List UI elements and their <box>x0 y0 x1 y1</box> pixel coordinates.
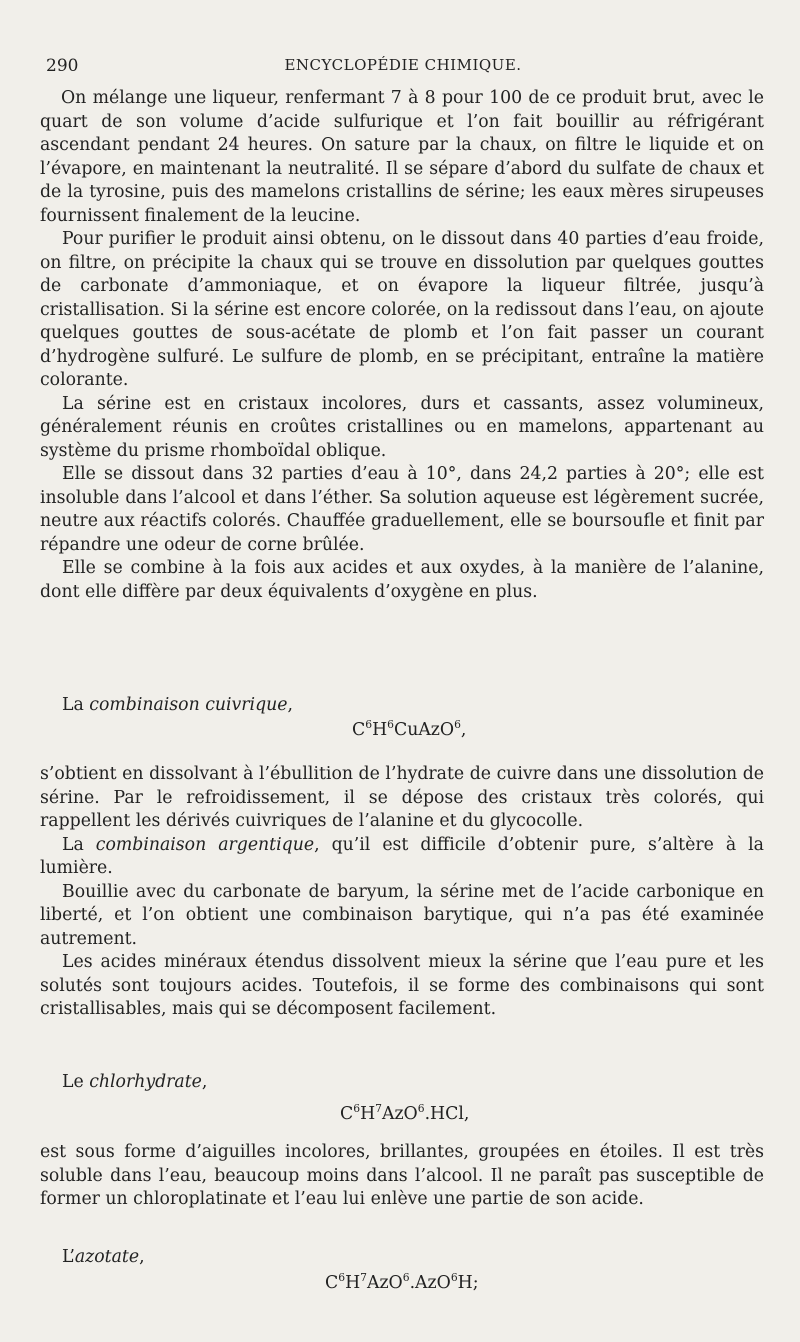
paragraph: s’obtient en dissolvant à l’ébullition de l’hydrate de cuivre dans une dissolution de sérine. Par le refroidissement, il se dépose des cristaux très colorés, qui rappellent les dérivés cuivriques de l’alanine et du glycocolle. <box>40 764 764 831</box>
text-block-1 <box>40 87 764 604</box>
text-block-2 <box>40 763 764 1022</box>
formula-cuivrique: $C^6H^6CuAzO^6$, <box>352 718 467 740</box>
paragraph: Elle se dissout dans 32 parties d’eau à 10°, dans 24,2 parties à 20°; elle est insoluble dans l’alcool et dans l’éther. Sa solution aqueuse est légèrement sucrée, neutre aux réactifs colorés. Chauffée graduellement, elle se boursoufle et finit par répandre une odeur de corne brûlée. <box>40 464 764 555</box>
paragraph: Elle se combine à la fois aux acides et aux oxydes, à la manière de l’alanine, dont elle diffère par deux équivalents d’oxygène en plus. <box>40 558 764 602</box>
caption-azotate: L’azotate, <box>62 1247 145 1267</box>
page-number: 290 <box>46 56 79 76</box>
paragraph: Pour purifier le produit ainsi obtenu, on le dissout dans 40 parties d’eau froide, on filtre, on précipite la chaux qui se trouve en dissolution par quelques gouttes de carbonate d’ammoniaque, et on évapore la liqueur filtrée, jusqu’à cristallisation. Si la sérine est encore colorée, on la redissout dans l’eau, on ajoute quelques gouttes de sous-acétate de plomb et l’on fait passer un courant d’hydrogène sulfuré. Le sulfure de plomb, en se précipitant, entraîne la matière colorante. <box>40 229 764 390</box>
formula-azotate: $C^6H^7AzO^6.AzO^6H$; <box>325 1271 479 1293</box>
caption-chlorhydrate: Le chlorhydrate, <box>62 1072 208 1092</box>
paragraph: est sous forme d’aiguilles incolores, brillantes, groupées en étoiles. Il est très soluble dans l’eau, beaucoup moins dans l’alcool. Il ne paraît pas susceptible de former un chloroplatinate et l’eau lui enlève une partie de son acide. <box>40 1142 764 1209</box>
caption-combinaison-cuivrique: La combinaison cuivrique, <box>62 695 294 715</box>
paragraph-argentique: La combinaison argentique, qu’il est difficile d’obtenir pure, s’altère à la lumière. <box>40 834 764 878</box>
paragraph: Bouillie avec du carbonate de baryum, la sérine met de l’acide carbonique en liberté, et l’on obtient une combinaison barytique, qui n’a pas été examinée autrement. <box>40 881 764 949</box>
page-header <box>46 56 760 80</box>
paragraph: Les acides minéraux étendus dissolvent mieux la sérine que l’eau pure et les solutés sont toujours acides. Toutefois, il se forme des combinaisons qui sont cristallisables, mais qui se décomposent facilement. <box>40 952 764 1019</box>
paragraph: On mélange une liqueur, renfermant 7 à 8 pour 100 de ce produit brut, avec le quart de son volume d’acide sulfurique et l’on fait bouillir au réfrigérant ascendant pendant 24 heures. On sature par la chaux, on filtre le liquide et on l’évapore, en maintenant la neutralité. Il se sépare d’abord du sulfate de chaux et de la tyrosine, puis des mamelons cristallins de sérine; les eaux mères sirupeuses fournissent finalement de la leucine. <box>40 88 764 226</box>
paragraph: La sérine est en cristaux incolores, durs et cassants, assez volumineux, généralement réunis en croûtes cristallines ou en mamelons, appartenant au système du prisme rhomboïdal oblique. <box>40 393 764 461</box>
formula-chlorhydrate: $C^6H^7AzO^6.HCl$, <box>340 1102 470 1124</box>
text-block-4 <box>40 1141 764 1212</box>
running-title: ENCYCLOPÉDIE CHIMIQUE. <box>284 56 522 74</box>
